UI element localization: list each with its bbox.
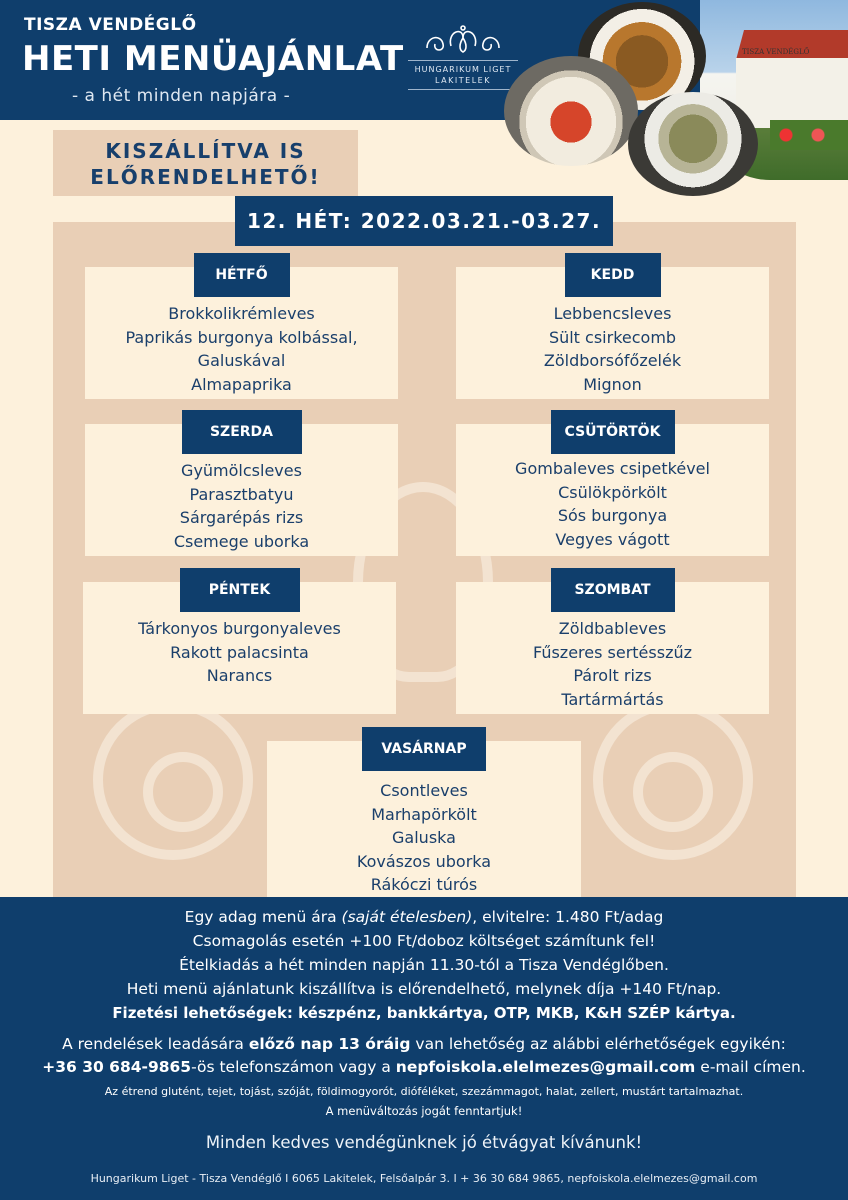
menu-item: Lebbencsleves — [553, 304, 672, 323]
change-notice: A menüváltozás jogát fenntartjuk! — [325, 1104, 523, 1118]
menu-item: Párolt rizs — [573, 666, 652, 685]
building-sign: TISZA VENDÉGLŐ — [742, 48, 810, 56]
day-heading-saturday: SZOMBAT — [551, 568, 675, 612]
day-heading-wednesday: SZERDA — [182, 410, 302, 454]
menu-item: Gombaleves csipetkével — [515, 459, 710, 478]
menu-item: Parasztbatyu — [189, 484, 294, 504]
footer-info — [0, 897, 848, 1200]
day-heading-sunday: VASÁRNAP — [362, 727, 486, 771]
day-card-sunday — [267, 741, 581, 897]
day-card-thursday — [456, 424, 769, 556]
menu-item: Rakott palacsinta — [170, 642, 309, 662]
price-line: Egy adag menü ára (saját ételesben), elvitelre: 1.480 Ft/adag — [184, 908, 664, 926]
menu-item: Kovászos uborka — [356, 851, 492, 871]
delivery-badge — [53, 130, 358, 196]
address-line: Hungarikum Liget - Tisza Vendéglő I 6065 Lakitelek, Felsőalpár 3. I + 36 30 684 9865, nepfoiskola.elelmezes@gmail.com — [90, 1172, 758, 1185]
menu-item: Marhapörkölt — [371, 804, 477, 824]
day-card-monday — [85, 267, 398, 399]
serving-line: Ételkiadás a hét minden napján 11.30-tól a Tisza Vendéglőben. — [179, 956, 669, 974]
menu-item: Almapaprika — [191, 374, 292, 394]
week-label: 12. HÉT: 2022.03.21.-03.27. — [235, 196, 613, 246]
packaging-line: Csomagolás esetén +100 Ft/doboz költséget számítunk fel! — [192, 932, 656, 950]
menu-item: Tárkonyos burgonyaleves — [138, 619, 341, 638]
menu-item: Brokkolikrémleves — [168, 304, 315, 323]
day-heading-thursday: CSÜTÖRTÖK — [551, 410, 675, 454]
payment-line: Fizetési lehetőségek: készpénz, bankkártya, OTP, MKB, K&H SZÉP kártya. — [112, 1004, 736, 1022]
menu-item: Vegyes vágott — [555, 529, 670, 549]
hungarikum-liget-logo — [408, 22, 518, 90]
logo-line-1: HUNGARIKUM LIGET — [408, 60, 518, 74]
menu-item: Mignon — [583, 374, 642, 394]
menu-item: Galuskával — [197, 351, 286, 370]
restaurant-name: TISZA VENDÉGLŐ — [24, 15, 197, 35]
contact-line: +36 30 684-9865-ös telefonszámon vagy a nepfoiskola.elelmezes@gmail.com e-mail címen. — [42, 1058, 806, 1076]
day-card-tuesday — [456, 267, 769, 399]
delivery-badge-line-1: KISZÁLLÍTVA IS — [105, 139, 306, 163]
day-heading-friday: PÉNTEK — [180, 568, 300, 612]
soup-dish-photo — [628, 92, 758, 196]
menu-item: Zöldborsófőzelék — [543, 351, 682, 370]
menu-item: Narancs — [206, 666, 273, 685]
phone-number: +36 30 684-9865 — [42, 1058, 192, 1076]
menu-item: Rákóczi túrós — [370, 875, 478, 894]
logo-line-2: LAKITELEK — [408, 76, 518, 90]
ornament-icon — [421, 22, 505, 56]
delivery-fee-line: Heti menü ajánlatunk kiszállítva is előrendelhető, melynek díja +140 Ft/nap. — [126, 980, 722, 998]
menu-item: Csülökpörkölt — [558, 482, 667, 502]
day-heading-monday: HÉTFŐ — [194, 253, 290, 297]
delivery-badge-line-2: ELŐRENDELHETŐ! — [90, 165, 321, 189]
email-address: nepfoiskola.elelmezes@gmail.com — [395, 1058, 696, 1076]
menu-item: Csemege uborka — [173, 531, 310, 551]
page-tagline: - a hét minden napjára - — [72, 86, 291, 106]
menu-item: Galuska — [392, 828, 456, 847]
day-heading-tuesday: KEDD — [565, 253, 661, 297]
menu-item: Sült csirkecomb — [548, 327, 677, 347]
menu-item: Gyümölcsleves — [181, 461, 302, 480]
day-card-friday — [83, 582, 396, 714]
menu-item: Csontleves — [380, 781, 468, 800]
order-line: A rendelések leadására előző nap 13 óráig van lehetőség az alábbi elérhetőségek egyikén: — [62, 1035, 786, 1053]
menu-item: Tartármártás — [561, 689, 664, 709]
menu-item: Sós burgonya — [557, 506, 668, 525]
menu-item: Sárgarépás rizs — [179, 508, 304, 527]
allergen-notice: Az étrend glutént, tejet, tojást, szóját, földimogyorót, dióféléket, szezámmagot, halat, zellert, mustárt tartalmazhat. — [104, 1085, 744, 1098]
page-title: HETI MENÜAJÁNLAT — [22, 39, 404, 79]
day-card-saturday — [456, 582, 769, 714]
menu-item: Paprikás burgonya kolbással, — [125, 327, 358, 347]
wish-line: Minden kedves vendégünknek jó étvágyat kívánunk! — [205, 1133, 643, 1152]
menu-item: Zöldbableves — [558, 619, 667, 638]
day-card-wednesday — [85, 424, 398, 556]
pasta-dish-photo — [504, 56, 638, 166]
menu-item: Fűszeres sertésszűz — [532, 642, 693, 662]
